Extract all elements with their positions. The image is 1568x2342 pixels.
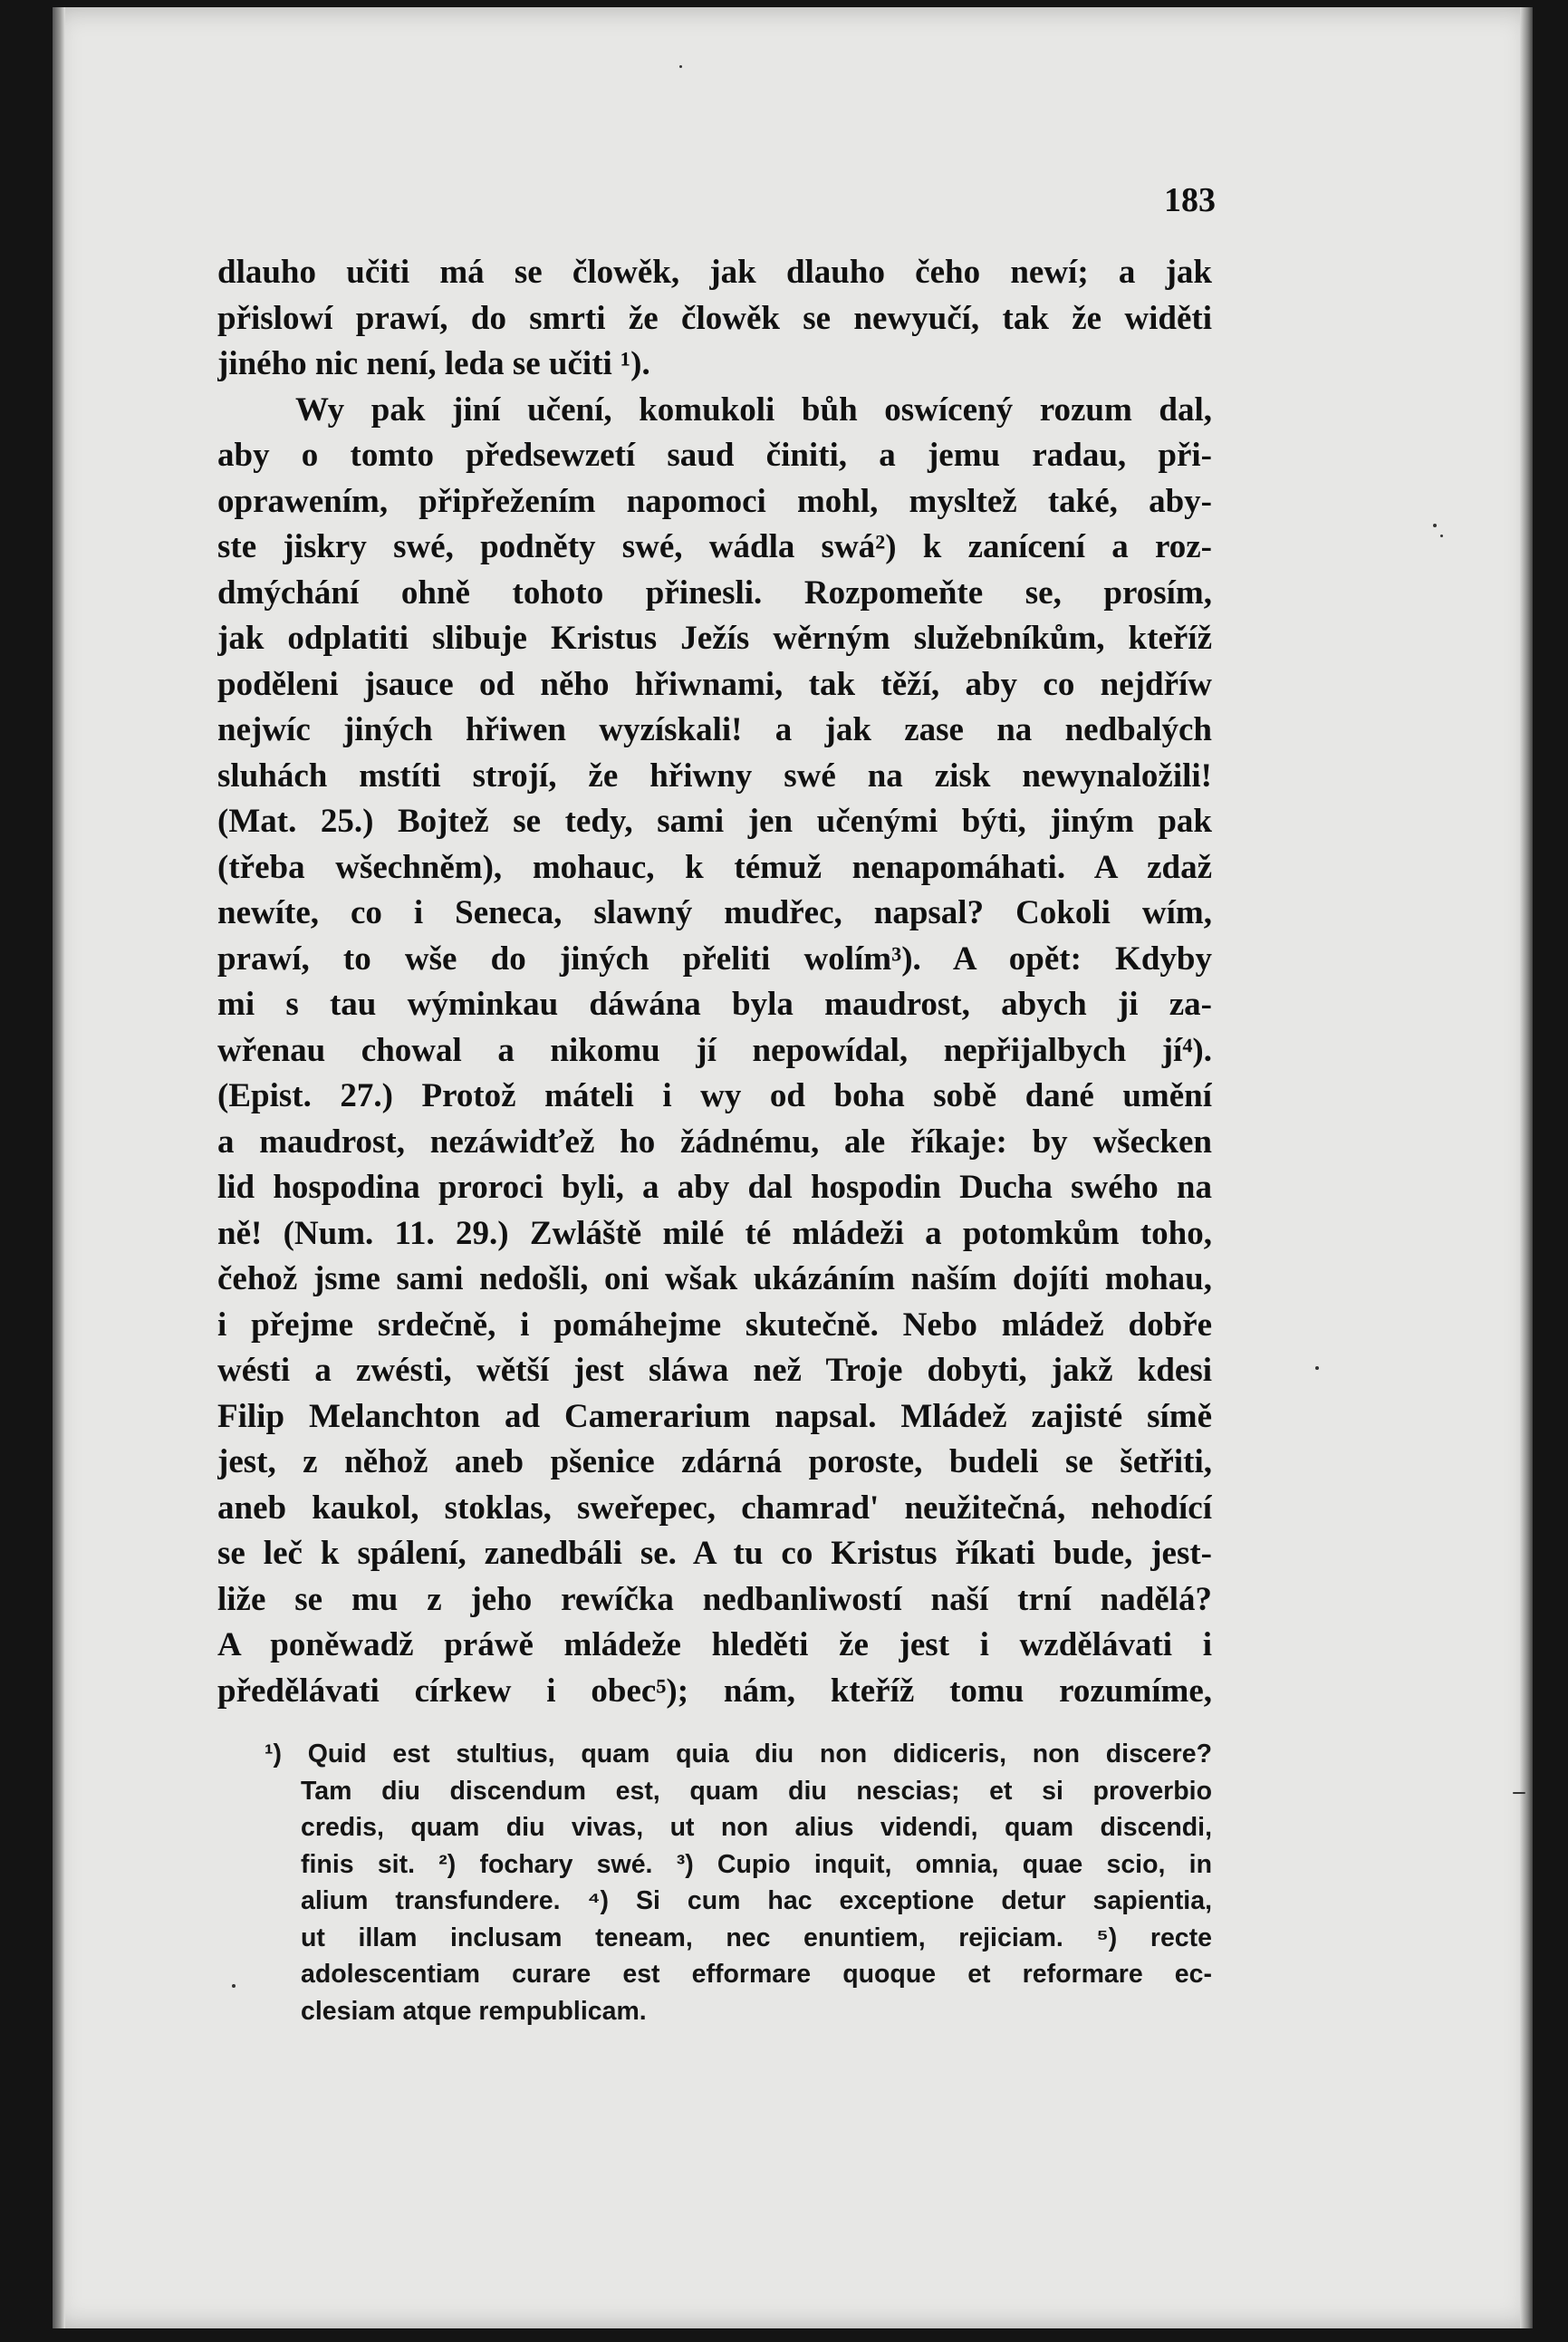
body-line: poděleni jsauce od něho hřiwnami, tak těží, aby co nejdříw (217, 665, 1212, 703)
body-line: jak odplatiti slibuje Kristus Ježís wěrným služebníkům, kteříž (217, 620, 1212, 657)
body-line: (třeba wšechněm), mohauc, k témuž nenapomáhati. A zdaž (217, 848, 1212, 886)
footnote-line: alium transfundere. ⁴) Si cum hac exceptione detur sapientia, (301, 1886, 1212, 1915)
body-line: i přejme srdečně, i pomáhejme skutečně. Nebo mládež dobře (217, 1306, 1212, 1344)
body-line: se leč k spálení, zanedbáli se. A tu co Kristus říkati bude, jest- (217, 1535, 1212, 1572)
body-line: prawí, to wše do jiných přeliti wolím³). A opět: Kdyby (217, 940, 1212, 978)
body-line: dlauho učiti má se člowěk, jak dlauho čeho newí; a jak (217, 254, 1212, 291)
body-line: sluhách mstíti strojí, že hřiwny swé na zisk newynaložili! (217, 757, 1212, 795)
body-line: a maudrost, nezáwidťež ho žádnému, ale říkaje: by wšecken (217, 1123, 1212, 1161)
body-line: liže se mu z jeho rewíčka nedbanliwostí naší trní nadělá? (217, 1580, 1212, 1618)
scan-speck (232, 1984, 236, 1988)
body-text (217, 250, 1212, 1714)
footnote-line: adolescentiam curare est efformare quoque et reformare ec- (301, 1960, 1212, 1989)
body-line: jiného nic není, leda se učiti ¹). (217, 345, 650, 382)
footnote-line: ¹) Quid est stultius, quam quia diu non didiceris, non discere? (265, 1740, 1212, 1769)
page-right-edge (1520, 7, 1533, 2328)
body-line: aby o tomto předsewzetí saud činiti, a jemu radau, při- (217, 437, 1212, 474)
footnotes (265, 1736, 1212, 2029)
body-line: jest, z něhož aneb pšenice zdárná poroste, budeli se šetřiti, (217, 1443, 1212, 1480)
scan-speck (679, 65, 682, 68)
body-line: wřenau chowal a nikomu jí nepowídal, nepřijalbych jí⁴). (217, 1031, 1212, 1069)
body-line: ste jiskry swé, podněty swé, wádla swá²) k zanícení a roz- (217, 528, 1212, 565)
body-line: (Epist. 27.) Protož máteli i wy od boha sobě dané umění (217, 1077, 1212, 1114)
body-line: wésti a zwésti, wětší jest sláwa než Troje dobyti, jakž kdesi (217, 1352, 1212, 1389)
page-number: 183 (1164, 181, 1216, 219)
scan-speck (1440, 535, 1443, 537)
body-line: oprawením, připřežením napomoci mohl, mysltež také, aby- (217, 482, 1212, 520)
footnote-line: credis, quam diu vivas, ut non alius videndi, quam discendi, (301, 1813, 1212, 1842)
footnote-line: ut illam inclusam teneam, nec enuntiem, rejiciam. ⁵) recte (301, 1923, 1212, 1952)
body-line: přislowí prawí, do smrti že člowěk se newyučí, tak že widěti (217, 299, 1212, 337)
footnote-line: Tam diu discendum est, quam diu nescias; et si proverbio (301, 1776, 1212, 1806)
footnote-line: finis sit. ²) fochary swé. ³) Cupio inquit, omnia, quae scio, in (301, 1849, 1212, 1879)
body-line: newíte, co i Seneca, slawný mudřec, napsal? Cokoli wím, (217, 894, 1212, 931)
body-line: (Mat. 25.) Bojtež se tedy, sami jen učenými býti, jiným pak (217, 803, 1212, 840)
body-line: Filip Melanchton ad Camerarium napsal. Mládež zajisté símě (217, 1397, 1212, 1435)
footnote-line: clesiam atque rempublicam. (301, 1996, 647, 2026)
scan-speck (1433, 524, 1437, 527)
body-line: předělávati církew i obec⁵); nám, kteříž tomu rozumíme, (217, 1672, 1212, 1710)
body-line: lid hospodina proroci byli, a aby dal hospodin Ducha swého na (217, 1169, 1212, 1206)
body-line: ně! (Num. 11. 29.) Zwláště milé té mládeži a potomkům toho, (217, 1214, 1212, 1252)
body-line: A poněwadž práwě mládeže hleděti že jest i wzdělávati i (217, 1626, 1212, 1663)
body-line: mi s tau wýminkau dáwána byla maudrost, abych ji za- (217, 986, 1212, 1023)
body-line: aneb kaukol, stoklas, sweřepec, chamrad' neužitečná, nehodící (217, 1489, 1212, 1527)
body-line: nejwíc jiných hřiwen wyzískali! a jak zase na nedbalých (217, 711, 1212, 748)
body-line: čehož jsme sami nedošli, oni wšak ukázáním naším dojíti mohau, (217, 1260, 1212, 1297)
scan-speck (1315, 1366, 1319, 1370)
body-line: dmýchání ohně tohoto přinesli. Rozpomeňte se, prosím, (217, 573, 1212, 612)
body-line: Wy pak jiní učení, komukoli bůh oswícený rozum dal, (295, 390, 1212, 429)
scan-speck (1513, 1792, 1525, 1794)
page-left-edge (53, 7, 65, 2328)
